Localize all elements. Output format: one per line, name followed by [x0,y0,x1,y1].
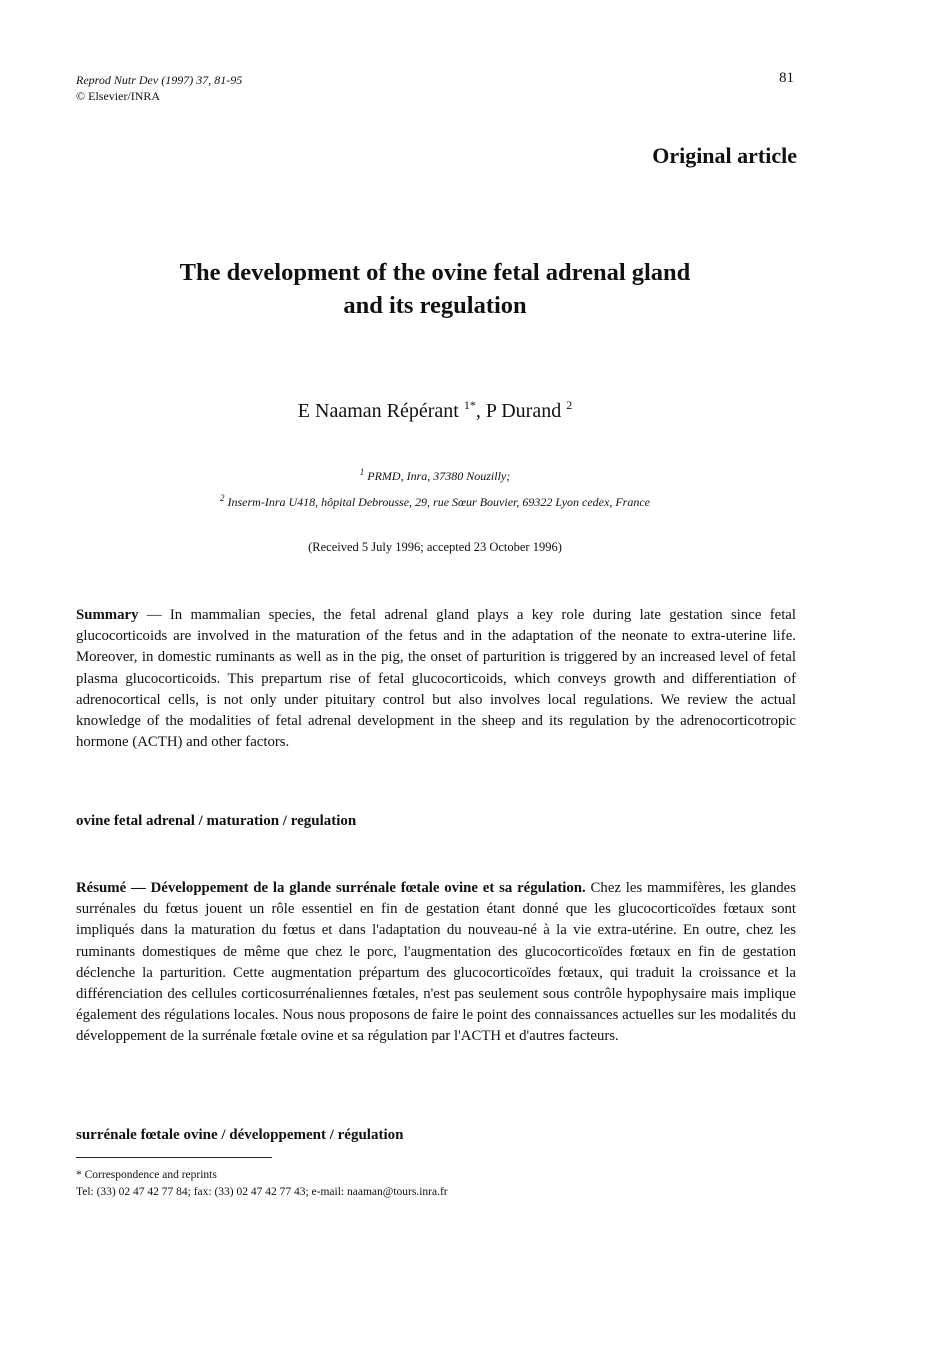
resume-text: Chez les mammifères, les glandes surrénales du fœtus jouent un rôle essentiel en fin de gestation étant donné que les glucocorticoïdes fœtaux sont impliqués dans la maturation du fœtus et dans l'adaptation du nouveau-né à la vie extra-utérine. En outre, chez les ruminants domestiques de même que chez le porc, l'augmentation des glucocorticoïdes fœtaux en fin de gestation déclenche la parturition. Cette augmentation prépartum des glucocorticoïdes fœtaux, qui traduit la croissance et la différenciation des cellules corticosurrénaliennes fœtales, n'est pas seulement sous contrôle hypophysaire mais implique également des régulations locales. Nous nous proposons de faire le point des connaissances actuelles sur les modalités du développement de la surrénale fœtale ovine et sa régulation par l'ACTH et d'autres facteurs. [76,880,796,1045]
summary-text: — In mammalian species, the fetal adrenal gland plays a key role during late gestation since fetal glucocorticoids are involved in the maturation of the fetus and in the adaptation of the neonate to extra-uterine life. Moreover, in domestic ruminants as well as in the pig, the onset of parturition is triggered by an increased level of fetal plasma glucocorticoids. This prepartum rise of fetal glucocorticoids, which conveys growth and differentiation of adrenocortical cells, is not only under pituitary control but also involves local regulations. We review the actual knowledge of the modalities of fetal adrenal development in the sheep and its regulation by the adrenocorticotropic hormone (ACTH) and other factors. [76,607,796,751]
affiliation-line [0,461,870,487]
journal-header [76,72,242,104]
journal-citation: Reprod Nutr Dev (1997) 37, 81-95 [76,73,243,87]
author-list [0,400,870,423]
author-affiliation-mark: 2 [566,398,573,412]
summary-heading: Summary [76,607,139,623]
affiliation-mark: 1 [359,467,365,477]
footnotes [76,1167,448,1201]
resume-heading: Résumé — Développement de la glande surrénale fœtale ovine et sa régulation. [76,880,586,896]
affiliation-line [0,487,870,513]
author-separator: , [475,400,486,422]
affiliation-text: PRMD, Inra, 37380 Nouzilly; [367,469,511,483]
affiliations [0,461,870,513]
footnote-divider [76,1157,272,1158]
footnote-contact: Tel: (33) 02 47 42 77 84; fax: (33) 02 47 42 77 43; e-mail: naaman@tours.inra.fr [76,1186,448,1198]
affiliation-mark: 2 [220,493,225,503]
page-number: 81 [779,70,794,86]
article-title [0,256,870,322]
received-dates: (Received 5 July 1996; accepted 23 October 1996) [308,540,562,554]
mots-cles: surrénale fœtale ovine / développement / régulation [76,1127,404,1143]
summary-paragraph [76,605,796,753]
author-name: P Durand [485,400,562,422]
resume-paragraph [76,878,796,1048]
title-line-1: The development of the ovine fetal adrenal gland [179,259,691,286]
keywords: ovine fetal adrenal / maturation / regulation [76,813,357,829]
footnote-correspondence: * Correspondence and reprints [76,1169,217,1181]
author-name: E Naaman Répérant [297,400,459,422]
article-type: Original article [652,143,797,168]
author-affiliation-mark: 1* [463,398,476,412]
copyright-notice: © Elsevier/INRA [76,89,161,103]
title-line-2: and its regulation [343,292,527,319]
affiliation-text: Inserm-Inra U418, hôpital Debrousse, 29, rue Sœur Bouvier, 69322 Lyon cedex, France [227,495,650,509]
